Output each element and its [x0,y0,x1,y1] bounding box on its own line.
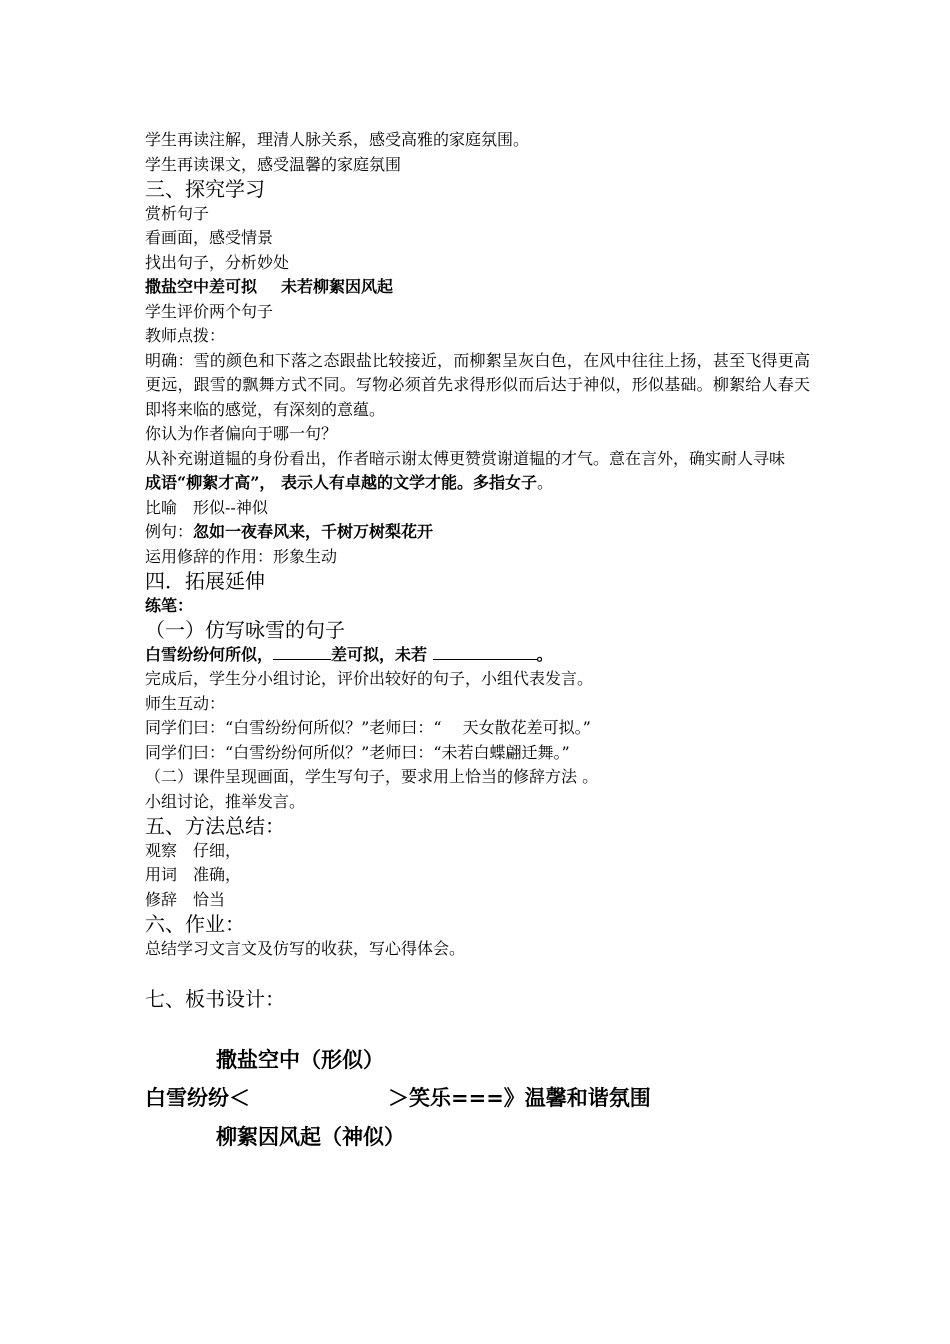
text-line: 学生再读注解，理清人脉关系，感受高雅的家庭氛围。 [145,130,530,149]
board-right: ＞笑乐===》温馨和谐氛围 [388,1085,651,1110]
section-heading-3: 三、探究学习 [145,177,265,201]
section-heading-4: 四．拓展延伸 [145,569,265,593]
board-middle [145,1082,845,1112]
text-line: 赏析句子 [145,203,210,223]
blank-2 [433,645,537,660]
text-line: 运用修辞的作用：形象生动 [145,546,338,566]
fill-in-sentence: 白雪纷纷何所似， 差可拟，未若 。 [145,644,553,664]
explanation-paragraph: 明确：雪的颜色和下落之态跟盐比较接近，而柳絮呈灰白色，在风中往往上扬，甚至飞得更高更远，跟雪的飘舞方式不同。写物必须首先求得形似而后达于神似，形似基础。柳絮给人春天即将来临的感觉，有深刻的意蕴。 [145,350,810,419]
idiom-line: 成语“柳絮才高”， 表示人有卓越的文学才能。多指女子。 [145,473,553,492]
text-line: 看画面，感受情景 [145,228,274,247]
text-line: 练笔： [145,595,194,615]
text-line: 比喻 形似--神似 [145,497,268,517]
subsection-heading: （一）仿写咏雪的句子 [145,618,345,642]
text-line: 你认为作者偏向于哪一句？ [145,424,338,443]
key-sentences [145,275,825,300]
text-line: 用词 准确， [145,865,242,884]
board-left: 白雪纷纷＜ [145,1085,250,1110]
text-line: 学生评价两个句子 [145,301,274,321]
sentence-salt: 撒盐空中差可拟 [145,277,258,296]
section-heading-6: 六、作业： [145,912,245,936]
board-bottom: 柳絮因风起（神似） [216,1124,405,1149]
text-line: （二）课件呈现画面，学生写句子，要求用上恰当的修辞方法 。 [145,767,599,786]
idiom-text: 成语“柳絮才高”， 表示人有卓越的文学才能。多指女子 [145,473,537,492]
text-line: 师生互动： [145,693,226,713]
sentence-willow: 未若柳絮因风起 [281,277,394,296]
analysis-paragraph: 从补充谢道韫的身份看出，作者暗示谢太傅更赞赏谢道韫的才气。意在言外，确实耐人寻味 [145,448,786,468]
example-poem: 忽如一夜春风来，千树万树梨花开 [193,522,434,541]
text-line: 完成后，学生分小组讨论，评价出较好的句子，小组代表发言。 [145,669,594,688]
text-line: 学生再读课文，感受温馨的家庭氛围 [145,154,402,174]
section-heading-7: 七、板书设计： [145,987,285,1011]
text-line: 找出句子，分析妙处 [145,252,290,272]
example-line: 例句：忽如一夜春风来，千树万树梨花开 [145,522,434,541]
dialogue-line: 同学们曰：“白雪纷纷何所似？”老师曰：“ 天女散花差可拟。” [145,718,591,737]
text-line: 小组讨论，推举发言。 [145,791,306,811]
dialogue-line: 同学们曰：“白雪纷纷何所似？”老师曰：“未若白蝶翩迁舞。” [145,742,570,762]
blank-1 [273,645,331,660]
board-top: 撒盐空中（形似） [216,1047,384,1072]
text-line: 观察 仔细， [145,840,242,860]
document-body [145,128,825,1012]
text-line: 教师点拨： [145,326,226,345]
text-line: 修辞 恰当 [145,889,226,909]
text-line: 总结学习文言文及仿写的收获，写心得体会。 [145,938,466,958]
section-heading-5: 五、方法总结： [145,814,285,838]
